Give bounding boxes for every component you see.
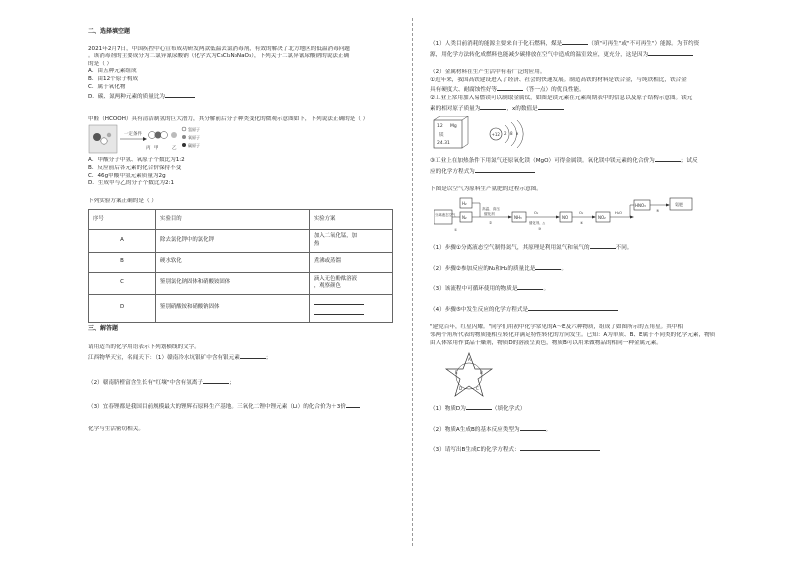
table-cell-id: C — [89, 272, 156, 294]
q8-question-3: （3）请写出B生成C的化学方程式： — [430, 444, 775, 455]
q7-blank-2[interactable] — [535, 263, 561, 270]
q8-question-2: （2）物质A生成B的基本反应类型为 。 — [430, 424, 775, 435]
left-column — [88, 28, 393, 433]
q5-line-2: 源，用化学方法转化成燃料也能减少碳排放在空气中造成的温室效应，更充分，这是因为 — [430, 49, 775, 60]
flow-diagram — [434, 196, 694, 240]
table-cell-plan: 加入二氧化锰，加 热 — [309, 230, 392, 252]
q5-line-1: （1）人类目前消耗的能源主要来自于化石燃料，煤是 （填"可再生"或"不可再生"）能源。为节约资 — [430, 38, 775, 49]
q5-blank-1[interactable] — [562, 38, 588, 45]
oxygen-atom-icon — [101, 138, 107, 144]
svg-text:2: 2 — [504, 131, 507, 137]
step-2: ② — [489, 220, 493, 225]
q7-question-4: （4）步骤⑤中发生反应的化学方程式是 — [430, 304, 775, 315]
svg-text:NH₃: NH₃ — [514, 214, 522, 220]
q2-option-a: A．甲酸分子中氢、氧原子个数比为1:2 — [88, 157, 185, 164]
flow-box-fertilizer — [670, 198, 692, 210]
q7-blank-3[interactable] — [517, 283, 543, 290]
nucleus-charge: +12 — [491, 132, 500, 138]
condition-5: O₂ — [579, 210, 584, 215]
flow-box-no — [560, 212, 572, 222]
carbon-atom-icon — [93, 133, 101, 141]
table-cell-plan-blank[interactable] — [309, 294, 392, 322]
q2-option-b: B．反应前后各元素的化合价保持不变 — [88, 164, 182, 171]
right-column — [430, 38, 775, 455]
q2-stem: 甲醛（HCOOH）具有清洁制氢的巨大潜力，其分解前后分子种类变化的微观示意图如下，下列说法正确的是（ ） — [88, 115, 369, 122]
q8-line-1: "建党百年，红星闪耀。"同学们用初中化学常见的A～E及六种物质，组成了如图所示的五角星。其中相 — [430, 324, 684, 331]
q6-line-1: （2）金属材料在生产生活中有着广泛的应用。 — [430, 69, 546, 76]
molecule-diagram — [88, 123, 208, 157]
q6-line-4: ②工业上常用加入易燃镁可以制取金属钛，如图是镁元素在元素周期表中的信息以及原子结构示意图。镁元 — [430, 94, 693, 101]
q6-blank-4[interactable] — [655, 155, 681, 162]
table-cell-purpose: 鉴别氯化钠固体和硝酸铵固体 — [156, 272, 310, 294]
legend-oxygen: 氧原子 — [188, 135, 200, 141]
step-1: ① — [454, 227, 458, 232]
q4-blank-3[interactable] — [346, 401, 360, 408]
q1-line-3: 的是（ ） — [88, 60, 113, 67]
q4-line-1: 江西物华天宝，名闻天下：（1）赣南冷水坑银矿中含有银元素 ； — [88, 352, 393, 363]
star-label-e: E — [455, 370, 458, 376]
q7-question-2: （2）步骤②参加反应的N₂和H₂的质量比是 。 — [430, 263, 775, 274]
q7-blank-1[interactable] — [590, 242, 616, 249]
condition-3: O₂ — [534, 210, 539, 215]
svg-text:x: x — [516, 131, 519, 137]
table-cell-plan: 滴入无色酚酞溶液 ，观察颜色 — [309, 272, 392, 294]
product-b-label: 乙 — [172, 146, 177, 152]
star-label-d: D — [459, 386, 463, 392]
q5-blank-2[interactable] — [648, 49, 693, 56]
q8-blank-2[interactable] — [520, 424, 546, 431]
star-label-c: C — [476, 386, 479, 392]
table-header-plan: 实验方案 — [309, 210, 392, 230]
legend-carbon: 碳原子 — [188, 143, 200, 149]
table-header-id: 序号 — [89, 210, 156, 230]
q7-intro: 下图是以空气为原料生产氨肥的过程示意图。 — [430, 186, 542, 193]
svg-text:8: 8 — [510, 131, 513, 137]
q4-intro: 请用适当的化学用语表示下列划横线的文字。 — [88, 344, 200, 351]
table-cell-plan: 煮沸或蒸馏 — [309, 252, 392, 272]
q7-question-3: （3）该流程中可循环使用的物质是 。 — [430, 283, 775, 294]
condition-1: 高温、高压 — [482, 206, 500, 211]
product-a-label: 甲 — [154, 146, 159, 152]
q4-tail: 化学与生活密切相关。 — [88, 425, 144, 432]
flow-box-no2 — [596, 212, 610, 222]
table-row — [89, 294, 393, 322]
section-title-answer: 三、解答题 — [88, 324, 119, 332]
q4-blank-2[interactable] — [203, 377, 229, 384]
step-5: ⑤ — [656, 208, 660, 213]
svg-text:NO₂: NO₂ — [598, 214, 606, 220]
table-header-purpose: 实验目的 — [156, 210, 310, 230]
q7-blank-4[interactable] — [528, 304, 618, 311]
q7-question-1: （1）步骤①分离液态空气制得氮气，其原理是利用氮气和氧气的 不同。 — [430, 242, 775, 253]
q1-answer-blank[interactable] — [165, 91, 195, 98]
table-cell-id: A — [89, 230, 156, 252]
q6-line-5: 素的相对原子质量为 ，x的数值是 — [430, 103, 775, 114]
q6-blank-5[interactable] — [475, 166, 535, 173]
star-label-b: B — [480, 370, 483, 376]
q1-option-a: A．由五种元素组成 — [88, 68, 137, 75]
q1-option-b: B．由12个原子构成 — [88, 75, 139, 82]
table-row — [89, 252, 393, 272]
q1-line-1: 2021年2月7日，中国疾控中心宣布成功研发两款低温去氯消毒剂，有效的解决了北方地区的低温消毒问题 — [88, 45, 350, 52]
q3-stem: 下列实验方案正确的是（ ） — [88, 197, 157, 204]
svg-text:HNO₃: HNO₃ — [635, 202, 646, 208]
table-cell-purpose: 除去氯化钾中的氯化钾 — [156, 230, 310, 252]
section-title-choice: 二、选择填空题 — [88, 28, 131, 35]
table-header-row — [89, 210, 393, 230]
reaction-condition: 一定条件 — [124, 132, 142, 138]
legend-hydrogen: 氢原子 — [188, 127, 200, 133]
flow-box-h2 — [460, 198, 472, 208]
q2-option-c: C．46g甲酸中氢元素质量为2g — [88, 172, 166, 179]
svg-text:H₂: H₂ — [462, 200, 467, 206]
q1-option-c: C．属于氧化物 — [88, 83, 126, 90]
q8-line-2: 邻两个角所代表的物质能相互转化并满足特性转化的方向发生。已知：A为单质、B、E属于不同类的化学元素，物质 — [430, 331, 716, 338]
svg-text:NO: NO — [562, 214, 569, 220]
q6-blank-2[interactable] — [480, 103, 506, 110]
condition-6: H₂O — [615, 210, 622, 215]
q6-line-b1: ③工业上在加热条件下用氮气还原氧化镁（MgO）可得金属镁。氧化镁中镁元素的化合价为 ；试反 — [430, 155, 775, 166]
table-cell-id: B — [89, 252, 156, 272]
table-row — [89, 272, 393, 294]
q1-option-d: D．碳、氮两种元素的质量比为 — [88, 91, 393, 102]
product-c-label: 丙 — [146, 146, 151, 152]
table-row — [89, 230, 393, 252]
element-symbol: Mg — [450, 124, 457, 130]
q2-option-d: D．生成甲与乙的分子个数比为2:1 — [88, 180, 175, 187]
q1-line-2: 。该消毒剂的主要成分为二氯异氰尿酸钠（化学式为C₃Cl₂N₃NaO₃），下列关于二氯异氰尿酸钠的说法正确 — [88, 53, 350, 60]
q8-question-1: （1）物质D为 （填化学式） — [430, 403, 775, 414]
flow-box-nh3 — [512, 212, 526, 222]
q8-blank-1[interactable] — [466, 403, 492, 410]
q8-blank-3[interactable] — [520, 444, 600, 451]
condition-4: 催化剂、△ — [529, 220, 546, 225]
flow-box-n2 — [460, 212, 472, 222]
element-name: 镁 — [439, 133, 444, 139]
element-number: 12 — [437, 124, 443, 130]
magnesium-figure — [432, 116, 552, 152]
page-divider — [412, 18, 413, 546]
step-3: ③ — [538, 226, 542, 231]
svg-text:分离液态空气: 分离液态空气 — [435, 212, 456, 217]
table-cell-purpose: 硬水软化 — [156, 252, 310, 272]
star-label-a: A — [468, 357, 471, 363]
q6-line-b3: 应的化学方程式为 — [430, 166, 775, 177]
table-cell-purpose: 鉴别硝酸铵和硝酸钠固体 — [156, 294, 310, 322]
table-cell-id: D — [89, 294, 156, 322]
q6-blank-1[interactable] — [497, 84, 523, 91]
step-4: ④ — [580, 220, 584, 225]
flow-box-hno3 — [634, 200, 650, 210]
q8-line-3: 由人体常用作食品干燥剂，物质D的溶液呈黄色，物质B可以用来做物品的相同一种金属元素。 — [430, 339, 662, 346]
q6-blank-3[interactable] — [538, 103, 564, 110]
condition-2: 催化剂 — [484, 211, 495, 216]
q6-line-2: ①近年来，我国高铁建设进入了经济、社会的快速发展。制造高铁的材料是铁合金，与纯铁相比，铁合金 — [430, 76, 687, 83]
hydrogen-atom-icon — [107, 133, 111, 137]
q4-line-2: （2）赣南脐橙富含生长有"红壤"中含有氢离子 ； — [88, 377, 393, 388]
svg-text:N₂: N₂ — [462, 214, 467, 220]
star-diagram — [434, 349, 504, 401]
q6-line-3: 具有硬度大、耐腐蚀性好等 （答一点）的优良性能。 — [430, 84, 775, 95]
q4-blank-1[interactable] — [240, 352, 266, 359]
svg-text:氨肥: 氨肥 — [675, 201, 683, 207]
experiment-table — [88, 209, 393, 323]
element-mass: 24.31 — [437, 141, 450, 147]
q4-line-3: （3）宜春锂都是我国目前规模最大的锂辉石原料生产基地。三氧化二锂中锂元素（Li）的化合价为＋3价 — [88, 401, 393, 412]
